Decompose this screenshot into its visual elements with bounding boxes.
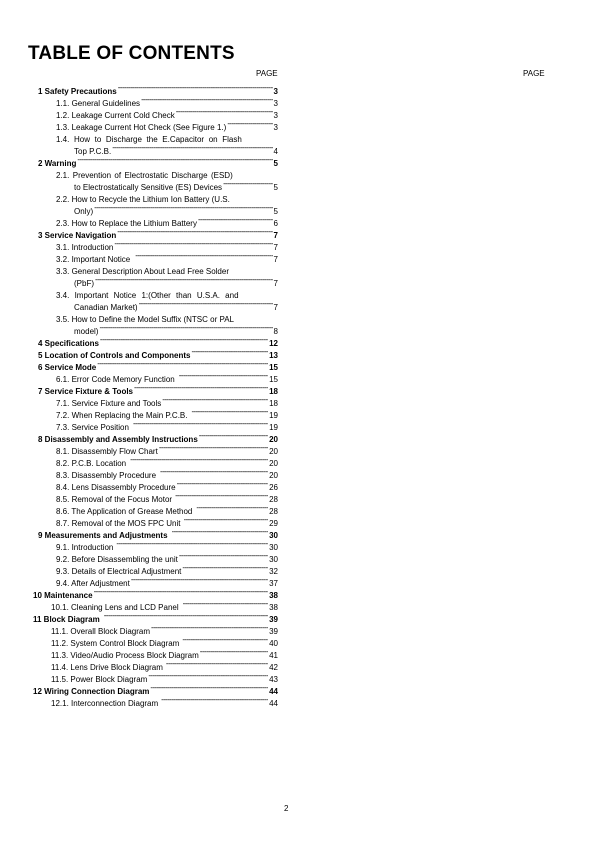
toc-entry[interactable]	[56, 310, 278, 322]
toc-page-number: 5	[273, 183, 278, 192]
toc-entry[interactable]	[38, 358, 278, 370]
toc-entry-label: 7 Service Fixture & Tools	[38, 387, 133, 396]
dot-leader	[176, 106, 273, 118]
dot-leader	[166, 658, 268, 670]
toc-entry-label: 12 Wiring Connection Diagram	[33, 687, 150, 696]
toc-entry-continued[interactable]	[74, 178, 278, 190]
dot-leader	[200, 646, 268, 658]
toc-entry-label: 8.5. Removal of the Focus Motor	[56, 495, 173, 504]
toc-entry[interactable]	[38, 526, 278, 538]
toc-entry[interactable]	[51, 634, 278, 646]
dot-leader	[112, 142, 272, 154]
toc-page-number: 40	[269, 639, 278, 648]
toc-entry-label: 11.4. Lens Drive Block Diagram	[51, 663, 163, 672]
toc-page-number: 18	[269, 387, 278, 396]
dot-leader	[177, 478, 268, 490]
toc-entry-label: 8.2. P.C.B. Location	[56, 459, 127, 468]
toc-page-number: 44	[269, 699, 278, 708]
toc-page-number: 4	[273, 147, 278, 156]
toc-entry-continued[interactable]	[74, 298, 278, 310]
toc-entry-label: Canadian Market)	[74, 303, 138, 312]
dot-leader	[184, 514, 269, 526]
toc-page-number: 30	[269, 555, 278, 564]
toc-page-number: 30	[269, 531, 278, 540]
toc-entry-label: 9.4. After Adjustment	[56, 579, 130, 588]
toc-page-number: 38	[269, 591, 278, 600]
dot-leader	[235, 310, 277, 322]
toc-entry-label: 7.3. Service Position	[56, 423, 129, 432]
dot-leader	[150, 682, 268, 694]
toc-entry[interactable]	[51, 694, 278, 706]
toc-entry-label: 1.4. How to Discharge the E.Capacitor on Flash	[56, 135, 242, 144]
toc-entry[interactable]	[56, 250, 278, 262]
dot-leader	[223, 178, 272, 190]
dot-leader	[196, 502, 268, 514]
toc-entry[interactable]	[56, 406, 278, 418]
toc-entry-label: 1 Safety Precautions	[38, 87, 117, 96]
dot-leader	[104, 610, 268, 622]
page-column-header: PAGE	[256, 69, 278, 78]
toc-entry[interactable]	[33, 682, 278, 694]
dot-leader	[134, 382, 268, 394]
toc-page-number: 18	[269, 399, 278, 408]
dot-leader	[231, 190, 277, 202]
toc-entry-label: (PbF)	[74, 279, 94, 288]
toc-entry-label: 11.5. Power Block Diagram	[51, 675, 148, 684]
toc-entry-label: 9.2. Before Disassembling the unit	[56, 555, 178, 564]
toc-page-number: 41	[269, 651, 278, 660]
toc-page-number: 26	[269, 483, 278, 492]
dot-leader	[151, 622, 268, 634]
toc-entry-label: 3.2. Important Notice	[56, 255, 131, 264]
dot-leader	[243, 130, 277, 142]
dot-leader	[130, 454, 268, 466]
toc-entry-label: 6 Service Mode	[38, 363, 97, 372]
toc-entry[interactable]	[56, 94, 278, 106]
dot-leader	[131, 574, 268, 586]
toc-entry[interactable]	[56, 106, 278, 118]
toc-entry[interactable]	[56, 478, 278, 490]
dot-leader	[97, 358, 268, 370]
dot-leader	[183, 598, 268, 610]
toc-page-number: 19	[269, 411, 278, 420]
toc-entry-label: 8.7. Removal of the MOS FPC Unit	[56, 519, 181, 528]
toc-page-number: 8	[273, 327, 278, 336]
toc-page-number: 3	[273, 87, 278, 96]
toc-entry-label: 3 Service Navigation	[38, 231, 117, 240]
toc-entry-label: 10 Maintenance	[33, 591, 93, 600]
toc-page-number: 3	[273, 123, 278, 132]
toc-entry[interactable]	[38, 382, 278, 394]
toc-entry[interactable]	[56, 262, 278, 274]
toc-page-number: 38	[269, 603, 278, 612]
toc-page-number: 15	[269, 363, 278, 372]
toc-entry[interactable]	[56, 190, 278, 202]
dot-leader	[141, 94, 272, 106]
dot-leader	[234, 166, 277, 178]
toc-entry-label: 7.1. Service Fixture and Tools	[56, 399, 162, 408]
toc-entry-label: 3.1. Introduction	[56, 243, 114, 252]
dot-leader	[148, 670, 268, 682]
toc-entry[interactable]	[51, 622, 278, 634]
toc-entry[interactable]	[56, 538, 278, 550]
toc-page-number: 42	[269, 663, 278, 672]
dot-leader	[116, 538, 268, 550]
toc-entry-continued[interactable]	[74, 274, 278, 286]
toc-page-number: 7	[273, 231, 278, 240]
toc-entry[interactable]	[56, 574, 278, 586]
toc-entry[interactable]	[38, 154, 278, 166]
toc-page-number: 43	[269, 675, 278, 684]
toc-entry-label: 11 Block Diagram	[33, 615, 100, 624]
toc-page-number: 37	[269, 579, 278, 588]
toc-entry[interactable]	[38, 334, 278, 346]
toc-entry[interactable]	[56, 166, 278, 178]
dot-leader	[179, 550, 268, 562]
dot-leader	[230, 262, 277, 274]
toc-entry[interactable]	[51, 598, 278, 610]
toc-entry[interactable]	[56, 130, 278, 142]
toc-entry[interactable]	[56, 514, 278, 526]
page-column-header-right: PAGE	[523, 69, 545, 78]
toc-page-number: 5	[273, 207, 278, 216]
toc-entry-label: 8.4. Lens Disassembly Procedure	[56, 483, 176, 492]
toc-entry-continued[interactable]	[74, 142, 278, 154]
toc-page-number: 13	[269, 351, 278, 360]
toc-entry[interactable]	[38, 82, 278, 94]
dot-leader	[135, 250, 272, 262]
toc-page-number: 7	[273, 303, 278, 312]
toc-entry-label: 8.3. Disassembly Procedure	[56, 471, 157, 480]
toc-entry-label: 3.4. Important Notice 1:(Other than U.S.A. and	[56, 291, 239, 300]
toc-entry[interactable]	[51, 646, 278, 658]
toc-entry-label: 6.1. Error Code Memory Function	[56, 375, 175, 384]
dot-leader	[133, 418, 268, 430]
toc-entry[interactable]	[56, 442, 278, 454]
dot-leader	[191, 406, 268, 418]
table-of-contents	[0, 82, 595, 706]
dot-leader	[175, 490, 268, 502]
toc-entry-label: 1.2. Leakage Current Cold Check	[56, 111, 175, 120]
dot-leader	[240, 286, 277, 298]
toc-entry[interactable]	[56, 490, 278, 502]
dot-leader	[99, 322, 272, 334]
toc-page-number: 7	[273, 279, 278, 288]
toc-entry-continued[interactable]	[74, 202, 278, 214]
toc-page-number: 3	[273, 111, 278, 120]
toc-entry-label: 5 Location of Controls and Components	[38, 351, 191, 360]
toc-entry[interactable]	[56, 370, 278, 382]
dot-leader	[199, 430, 268, 442]
toc-page-number: 20	[269, 459, 278, 468]
toc-entry-label: 2.1. Prevention of Electrostatic Discharge (ESD)	[56, 171, 233, 180]
toc-entry-label: model)	[74, 327, 99, 336]
toc-page-number: 3	[273, 99, 278, 108]
dot-leader	[118, 82, 273, 94]
toc-entry[interactable]	[51, 670, 278, 682]
toc-entry-label: Only)	[74, 207, 94, 216]
dot-leader	[95, 274, 273, 286]
toc-entry[interactable]	[56, 238, 278, 250]
toc-page-number: 28	[269, 507, 278, 516]
toc-entry-label: 2.2. How to Recycle the Lithium Ion Battery (U.S.	[56, 195, 230, 204]
toc-entry-label: 8.1. Disassembly Flow Chart	[56, 447, 158, 456]
toc-entry-label: 7.2. When Replacing the Main P.C.B.	[56, 411, 188, 420]
toc-entry-label: 3.3. General Description About Lead Free Solder	[56, 267, 229, 276]
toc-entry-label: 9 Measurements and Adjustments	[38, 531, 168, 540]
toc-entry-label: 9.1. Introduction	[56, 543, 114, 552]
page-number: 2	[284, 804, 289, 813]
toc-page-number: 28	[269, 495, 278, 504]
toc-entry-label: 10.1. Cleaning Lens and LCD Panel	[51, 603, 179, 612]
dot-leader	[100, 334, 268, 346]
toc-entry[interactable]	[56, 394, 278, 406]
toc-page-number: 30	[269, 543, 278, 552]
dot-leader	[179, 370, 268, 382]
dot-leader	[191, 346, 268, 358]
toc-entry[interactable]	[56, 418, 278, 430]
dot-leader	[182, 634, 268, 646]
toc-entry-label: 1.1. General Guidelines	[56, 99, 141, 108]
toc-entry[interactable]	[56, 466, 278, 478]
toc-entry-label: 11.3. Video/Audio Process Block Diagram	[51, 651, 199, 660]
toc-page-number: 39	[269, 627, 278, 636]
toc-entry[interactable]	[56, 286, 278, 298]
dot-leader	[114, 238, 272, 250]
toc-entry[interactable]	[38, 226, 278, 238]
dot-leader	[94, 202, 272, 214]
toc-entry-label: 9.3. Details of Electrical Adjustment	[56, 567, 182, 576]
dot-leader	[94, 586, 269, 598]
toc-entry[interactable]	[56, 214, 278, 226]
dot-leader	[117, 226, 272, 238]
toc-entry-label: 4 Specifications	[38, 339, 99, 348]
dot-leader	[139, 298, 273, 310]
toc-page-number: 20	[269, 435, 278, 444]
dot-leader	[227, 118, 272, 130]
toc-entry-label: 12.1. Interconnection Diagram	[51, 699, 159, 708]
dot-leader	[172, 526, 269, 538]
toc-entry-label: 11.2. System Control Block Diagram	[51, 639, 180, 648]
toc-page-number: 7	[273, 255, 278, 264]
toc-page-number: 32	[269, 567, 278, 576]
toc-page-number: 20	[269, 447, 278, 456]
dot-leader	[160, 466, 268, 478]
toc-entry[interactable]	[56, 454, 278, 466]
page-title: TABLE OF CONTENTS	[28, 43, 235, 64]
toc-page-number: 15	[269, 375, 278, 384]
toc-page-number: 44	[269, 687, 278, 696]
toc-entry[interactable]	[56, 118, 278, 130]
toc-entry-label: 2.3. How to Replace the Lithium Battery	[56, 219, 197, 228]
toc-entry[interactable]	[38, 430, 278, 442]
toc-page-number: 39	[269, 615, 278, 624]
toc-page-number: 6	[273, 219, 278, 228]
toc-entry-label: 2 Warning	[38, 159, 77, 168]
toc-entry-label: 1.3. Leakage Current Hot Check (See Figure 1.)	[56, 123, 227, 132]
toc-page-number: 5	[273, 159, 278, 168]
toc-entry-label: 8.6. The Application of Grease Method	[56, 507, 193, 516]
toc-entry[interactable]	[33, 610, 278, 622]
toc-page-number: 12	[269, 339, 278, 348]
dot-leader	[159, 442, 268, 454]
toc-entry[interactable]	[33, 586, 278, 598]
toc-entry-label: 11.1. Overall Block Diagram	[51, 627, 150, 636]
toc-entry-label: 3.5. How to Define the Model Suffix (NTSC or PAL	[56, 315, 235, 324]
toc-entry-continued[interactable]	[74, 322, 278, 334]
toc-entry-label: 8 Disassembly and Assembly Instructions	[38, 435, 198, 444]
toc-entry[interactable]	[56, 502, 278, 514]
dot-leader	[182, 562, 268, 574]
dot-leader	[198, 214, 273, 226]
toc-entry-label: Top P.C.B.	[74, 147, 112, 156]
dot-leader	[77, 154, 272, 166]
toc-page-number: 20	[269, 471, 278, 480]
toc-entry[interactable]	[38, 346, 278, 358]
toc-entry[interactable]	[56, 550, 278, 562]
dot-leader	[161, 694, 268, 706]
dot-leader	[162, 394, 268, 406]
toc-entry[interactable]	[56, 562, 278, 574]
toc-page-number: 19	[269, 423, 278, 432]
toc-entry-label: to Electrostatically Sensitive (ES) Devices	[74, 183, 223, 192]
toc-page-number: 7	[273, 243, 278, 252]
toc-entry[interactable]	[51, 658, 278, 670]
toc-page-number: 29	[269, 519, 278, 528]
